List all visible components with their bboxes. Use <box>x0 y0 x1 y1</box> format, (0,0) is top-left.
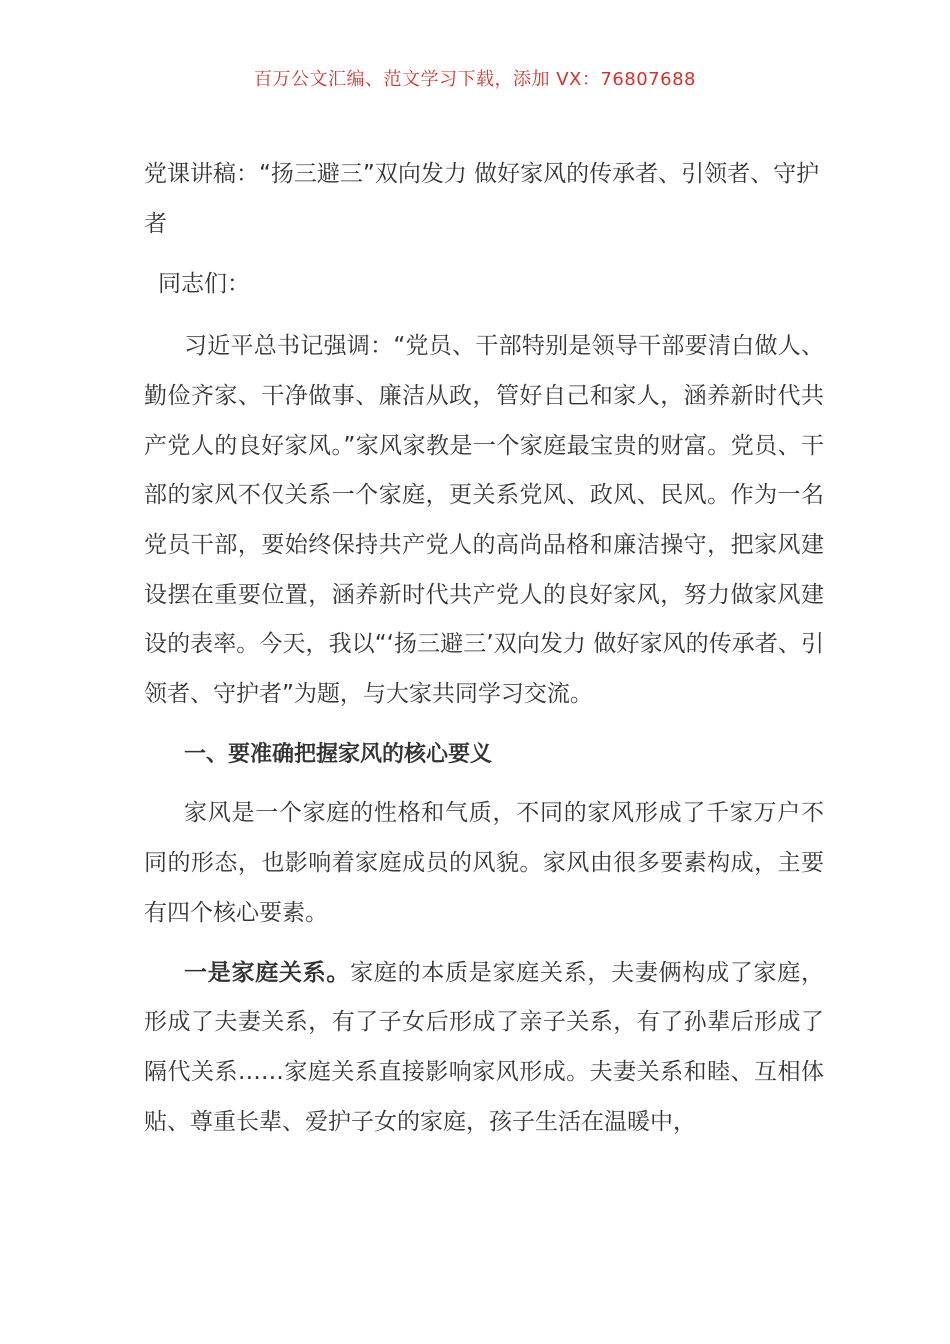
section-paragraph: 家风是一个家庭的性格和气质，不同的家风形成了千家万户不同的形态，也影响着家庭成员的风貌。家风由很多要素构成，主要有四个核心要素。 <box>144 800 824 926</box>
document-body <box>144 150 824 1157</box>
salutation: 同志们： <box>158 271 250 298</box>
intro-paragraph: 习近平总书记强调：“党员、干部特别是领导干部要清白做人、勤俭齐家、干净做事、廉洁从政，管好自己和家人，涵养新时代共产党人的良好家风。”家风家教是一个家庭最宝贵的财富。党员、干部的家风不仅关系一个家庭，更关系党风、政风、民风。作为一名党员干部，要始终保持共产党人的高尚品格和廉洁操守，把家风建设摆在重要位置，涵养新时代共产党人的良好家风，努力做家风建设的表率。今天，我以“‘扬三避三’双向发力 做好家风的传承者、引领者、守护者”为题，与大家共同学习交流。 <box>144 333 824 708</box>
section-heading: 一、要准确把握家风的核心要义 <box>184 741 493 767</box>
point-paragraph <box>144 949 824 1148</box>
point-lead: 一是家庭关系。 <box>184 959 351 986</box>
header-watermark: 百万公文汇编、范文学习下载，添加 VX：76807688 <box>254 69 696 90</box>
document-title: 党课讲稿：“扬三避三”双向发力 做好家风的传承者、引领者、守护者 <box>144 161 820 237</box>
point-text: 家庭的本质是家庭关系，夫妻俩构成了家庭，形成了夫妻关系，有了子女后形成了亲子关系，有了孙辈后形成了隔代关系……家庭关系直接影响家风形成。夫妻关系和睦、互相体贴、尊重长辈、爱护子女的家庭，孩子生活在温暖中， <box>144 959 825 1135</box>
